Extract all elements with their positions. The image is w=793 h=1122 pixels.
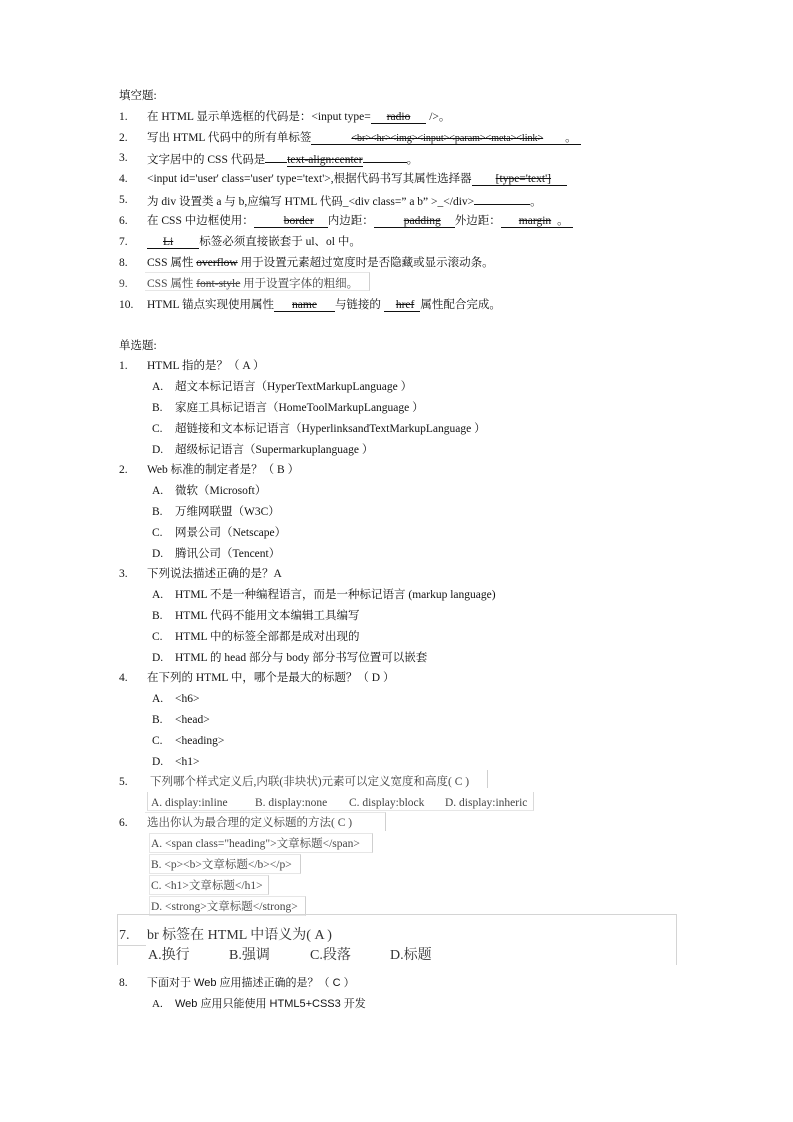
- item-number: 3.: [119, 152, 128, 164]
- option-text: 超文本标记语言（HyperTextMarkupLanguage ）: [175, 381, 413, 393]
- option-text: Web 应用只能使用 HTML5+CSS3 开发: [175, 998, 366, 1010]
- option-letter: B.: [152, 610, 163, 622]
- option-letter: B.: [152, 402, 163, 414]
- option-text: 腾讯公司（Tencent）: [175, 548, 281, 560]
- option-text: <head>: [175, 714, 210, 726]
- option-text: 超链接和文本标记语言（HyperlinksandTextMarkupLanguage ）: [175, 423, 486, 435]
- item-text-end: 用于设置元素超过宽度时是否隐藏或显示滚动条。: [237, 257, 494, 269]
- item-number: 6.: [119, 215, 128, 227]
- fill-in-heading: 填空题:: [119, 90, 157, 102]
- option-letter: A.: [152, 589, 164, 601]
- answer: Li: [147, 236, 199, 249]
- option-text: A. <span class="heading">文章标题</span>: [151, 838, 360, 850]
- option-text: 超级标记语言（Supermarkuplanguage ）: [175, 444, 374, 456]
- option-c: C.段落: [310, 948, 351, 963]
- option-d: D.标题: [390, 948, 432, 963]
- item-text: 为 div 设置类 a 与 b,应编写 HTML 代码_: [147, 196, 349, 208]
- answer: radio: [371, 111, 427, 124]
- item-text-end: 。: [561, 132, 581, 145]
- option-letter: B.: [152, 506, 163, 518]
- item-number: 10.: [119, 299, 134, 311]
- item-text-mid: 与链接的: [334, 299, 384, 311]
- answer: <div class=” a b” >_</div>: [348, 196, 475, 208]
- item-text: 在 HTML 显示单选框的代码是：<input type=: [147, 111, 371, 123]
- question-number: 6.: [119, 817, 128, 829]
- question-text: 下列哪个样式定义后,内联(非块状)元素可以定义宽度和高度( C ): [150, 776, 470, 788]
- option-letter: C.: [152, 631, 163, 643]
- question-text: HTML 指的是？（ A ）: [147, 360, 265, 372]
- option-text: HTML 的 head 部分与 body 部分书写位置可以嵌套: [175, 652, 428, 664]
- item-text-mid: 内边距：: [327, 215, 374, 227]
- answer-name: name: [274, 299, 335, 312]
- option-text: <heading>: [175, 735, 225, 747]
- option-a: A.换行: [148, 948, 190, 963]
- option-text: 万维网联盟（W3C）: [175, 506, 280, 518]
- single-choice-heading: 单选题:: [119, 340, 157, 352]
- option-letter: D.: [152, 652, 164, 664]
- option-letter: A.: [152, 381, 164, 393]
- option-text: HTML 代码不能用文本编辑工具编写: [175, 610, 360, 622]
- option-text: 家庭工具标记语言（HomeToolMarkupLanguage ）: [175, 402, 424, 414]
- question-number: 2.: [119, 464, 128, 476]
- answer: text-align:center: [287, 154, 363, 166]
- question-number: 1.: [119, 360, 128, 372]
- item-text-end: 。: [530, 196, 542, 208]
- option-text: B. <p><b>文章标题</b></p>: [151, 859, 292, 871]
- question-number: 5.: [119, 776, 128, 788]
- question-text: 下列说法描述正确的是？A: [147, 568, 282, 580]
- question-number: 8.: [119, 977, 128, 989]
- option-text: 网景公司（Netscape）: [175, 527, 287, 539]
- item-number: 7.: [119, 236, 128, 248]
- option-text: <h1>: [175, 756, 200, 768]
- option-a: A. display:inline: [151, 797, 228, 809]
- option-text: <h6>: [175, 693, 200, 705]
- answer: overflow: [196, 257, 238, 269]
- item-number: 5.: [119, 194, 128, 206]
- answer-margin: margin: [501, 215, 553, 228]
- question-text: 选出你认为最合理的定义标题的方法( C ): [147, 817, 353, 829]
- option-letter: B.: [152, 714, 163, 726]
- option-letter: A.: [152, 485, 164, 497]
- option-letter: C.: [152, 527, 163, 539]
- answer: <br><hr><img><input><param><meta><link>: [311, 133, 561, 145]
- option-text: 微软（Microsoft）: [175, 485, 267, 497]
- option-c: C. display:block: [349, 797, 425, 809]
- item-text: CSS 属性: [147, 278, 197, 290]
- question-number: 4.: [119, 672, 128, 684]
- item-text: CSS 属性: [147, 257, 197, 269]
- option-letter: C.: [152, 423, 163, 435]
- option-text: HTML 不是一种编程语言，而是一种标记语言 (markup language): [175, 589, 496, 601]
- answer: [type='text']: [472, 173, 567, 186]
- option-text: D. <strong>文章标题</strong>: [151, 901, 298, 913]
- option-text: C. <h1>文章标题</h1>: [151, 880, 263, 892]
- option-letter: C.: [152, 735, 163, 747]
- option-b: B.强调: [229, 948, 270, 963]
- question-number: 3.: [119, 568, 128, 580]
- option-text: HTML 中的标签全部都是成对出现的: [175, 631, 360, 643]
- option-letter: D.: [152, 548, 164, 560]
- q7-inner-frame: [117, 945, 146, 946]
- option-d: D. display:inheric: [445, 797, 528, 809]
- item-text: 在 CSS 中边框使用：: [147, 215, 254, 227]
- item-number: 9.: [119, 278, 128, 290]
- item-text: HTML 锚点实现使用属性: [147, 299, 275, 311]
- item-text-end: 。: [553, 215, 573, 228]
- item-text: <input id='user' class='user' type='text'>,根据代码书写其属性选择器: [147, 173, 472, 185]
- question-number: 7.: [119, 928, 130, 943]
- item-text-mid: 外边距：: [454, 215, 501, 227]
- answer: font-style: [196, 278, 241, 290]
- question-text: Web 标准的制定者是？（ B ）: [147, 464, 300, 476]
- option-letter: A.: [152, 693, 164, 705]
- option-b: B. display:none: [255, 797, 328, 809]
- item-number: 1.: [119, 111, 128, 123]
- item-text-end: 属性配合完成。: [420, 299, 501, 311]
- item-text-end: 。: [406, 154, 419, 166]
- item-text-end: />。: [426, 111, 451, 123]
- answer-href: href: [384, 299, 421, 312]
- item-number: 8.: [119, 257, 128, 269]
- answer-padding: padding: [374, 215, 455, 228]
- question-text: 下面对于 Web 应用描述正确的是？（ C ）: [147, 977, 355, 989]
- question-text: br 标签在 HTML 中语义为( A ): [147, 928, 332, 943]
- item-text: 文字居中的 CSS 代码是: [147, 154, 266, 166]
- item-text: 写出 HTML 代码中的所有单标签: [147, 132, 312, 144]
- item-number: 2.: [119, 132, 128, 144]
- option-letter: A.: [152, 998, 163, 1010]
- option-letter: D.: [152, 756, 164, 768]
- answer-border: border: [254, 215, 328, 228]
- item-number: 4.: [119, 173, 128, 185]
- item-text-end: 用于设置字体的粗细。: [240, 278, 359, 290]
- question-text: 在下列的 HTML 中，哪个是最大的标题？（ D ）: [147, 672, 395, 684]
- option-letter: D.: [152, 444, 164, 456]
- item-text: 标签必须直接嵌套于 ul、ol 中。: [199, 236, 361, 248]
